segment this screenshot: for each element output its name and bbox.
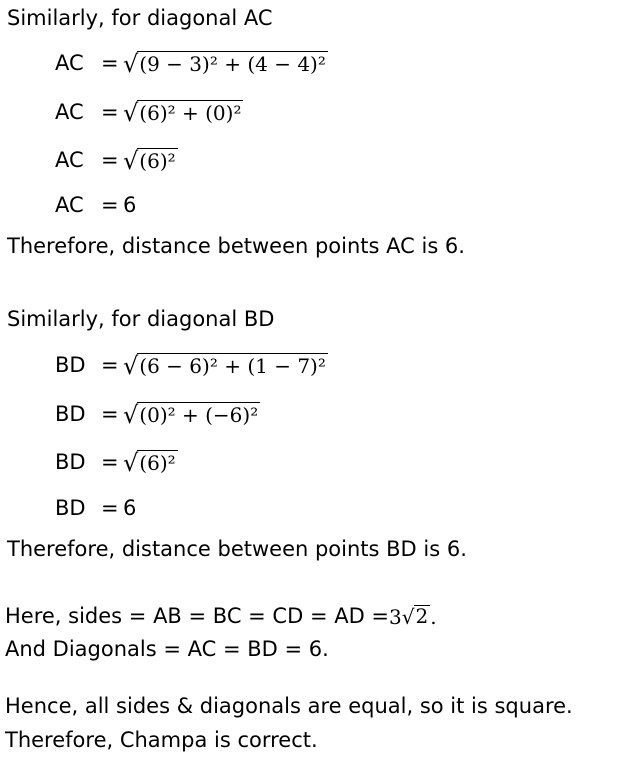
ac-step-2-radicand: (6)² + (0)² [139,100,242,125]
sides-summary [5,605,437,627]
ac-step-2-lhs: AC [55,100,84,124]
radical-sign-icon: √ [123,351,139,380]
bd-step-2-equals: = [101,402,119,426]
radical-sign-icon: √ [123,98,139,127]
bd-step-1-radicand: (6 − 6)² + (1 − 7)² [139,353,326,378]
bd-step-1-sqrt [123,353,328,378]
ac-step-1-equals: = [101,51,119,75]
bd-conclusion: Therefore, distance between points BD is 6. [7,537,467,561]
final-line-1: Hence, all sides & diagonals are equal, so it is square. [5,694,573,718]
bd-step-4-equals: = [101,496,119,520]
bd-step-4 [55,493,136,523]
sides-sqrt [402,605,430,627]
radical-sign-icon: √ [401,605,415,629]
ac-step-3-equals: = [101,148,119,172]
bd-step-2 [55,399,260,429]
sides-summary-text: Here, sides = AB = BC = CD = AD = [5,604,390,628]
radical-sign-icon: √ [123,49,139,78]
sides-radicand: 2 [415,604,429,628]
ac-step-3-lhs: AC [55,148,84,172]
bd-step-4-lhs: BD [55,496,86,520]
bd-step-2-sqrt [123,402,260,427]
bd-step-3-radicand: (6)² [139,450,176,475]
ac-step-4 [55,190,136,220]
bd-step-2-radicand: (0)² + (−6)² [139,402,259,427]
bd-step-3-sqrt [123,450,178,475]
bd-intro: Similarly, for diagonal BD [7,307,275,331]
ac-step-2-sqrt [123,100,243,125]
bd-step-3-equals: = [101,450,119,474]
sides-summary-end: . [430,605,437,629]
ac-step-4-equals: = [101,193,119,217]
ac-step-2-equals: = [101,100,119,124]
sides-coefficient: 3 [389,605,402,629]
ac-step-1-lhs: AC [55,51,84,75]
final-line-2: Therefore, Champa is correct. [5,728,318,752]
bd-step-1-equals: = [101,353,119,377]
radical-sign-icon: √ [123,448,139,477]
bd-step-2-lhs: BD [55,402,86,426]
ac-step-3 [55,145,178,175]
radical-sign-icon: √ [123,400,139,429]
bd-step-3 [55,447,178,477]
ac-step-3-radicand: (6)² [139,148,176,173]
diagonals-summary: And Diagonals = AC = BD = 6. [5,637,329,661]
bd-step-1 [55,350,328,380]
ac-step-4-value: 6 [123,193,137,217]
ac-intro: Similarly, for diagonal AC [7,6,273,30]
ac-step-1-sqrt [123,51,328,76]
ac-step-2 [55,97,243,127]
ac-conclusion: Therefore, distance between points AC is 6. [7,234,465,258]
ac-step-1 [55,48,328,78]
bd-step-1-lhs: BD [55,353,86,377]
bd-step-4-value: 6 [123,496,137,520]
ac-step-1-radicand: (9 − 3)² + (4 − 4)² [139,51,326,76]
bd-step-3-lhs: BD [55,450,86,474]
ac-step-4-lhs: AC [55,193,84,217]
ac-step-3-sqrt [123,148,178,173]
radical-sign-icon: √ [123,146,139,175]
